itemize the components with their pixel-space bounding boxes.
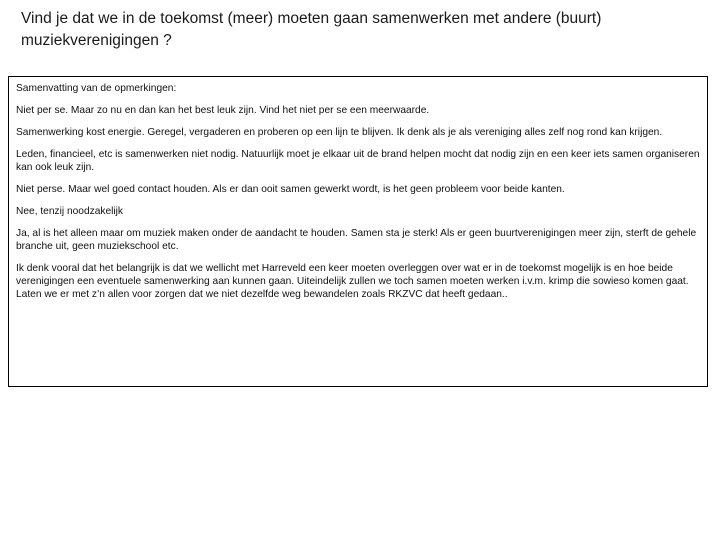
summary-title: Samenvatting van de opmerkingen: — [16, 83, 177, 94]
question-title: Vind je dat we in de toekomst (meer) moeten gaan samenwerken met andere (buurt) muziekverenigingen ? — [21, 10, 602, 49]
comment-paragraph: Nee, tenzij noodzakelijk — [16, 206, 124, 217]
comment-paragraph: Samenwerking kost energie. Geregel, vergaderen en proberen op een lijn te blijven. Ik denk als je als vereniging alles zelf nog rond kan krijgen. — [16, 127, 663, 138]
comment-paragraph: Ja, al is het alleen maar om muziek maken onder de aandacht te houden. Samen sta je sterk! Als er geen buurtverenigingen meer zijn, sterft de gehele branche uit, geen muziekschool etc. — [16, 228, 697, 252]
comment-paragraph: Leden, financieel, etc is samenwerken niet nodig. Natuurlijk moet je elkaar uit de brand helpen mocht dat nodig zijn en een keer iets samen organiseren kan ook leuk zijn. — [16, 149, 700, 173]
comment-paragraph: Niet perse. Maar wel goed contact houden. Als er dan ooit samen gewerkt wordt, is het geen probleem voor beide kanten. — [16, 184, 565, 195]
comment-paragraph: Niet per se. Maar zo nu en dan kan het best leuk zijn. Vind het niet per se een meerwaarde. — [16, 105, 430, 116]
comment-paragraph: Ik denk vooral dat het belangrijk is dat we wellicht met Harreveld een keer moeten overleggen over wat er in de toekomst mogelijk is en hoe beide verenigingen een eventuele samenwerking aan kunnen gaan. Uiteindelijk zullen we toch samen moeten werken i.v.m. krimp die sowieso komen gaat. Laten we er met z’n allen voor zorgen dat we niet dezelfde weg bewandelen zoals RKZVC dat heeft gedaan.. — [16, 263, 689, 300]
summary-box — [8, 76, 708, 387]
